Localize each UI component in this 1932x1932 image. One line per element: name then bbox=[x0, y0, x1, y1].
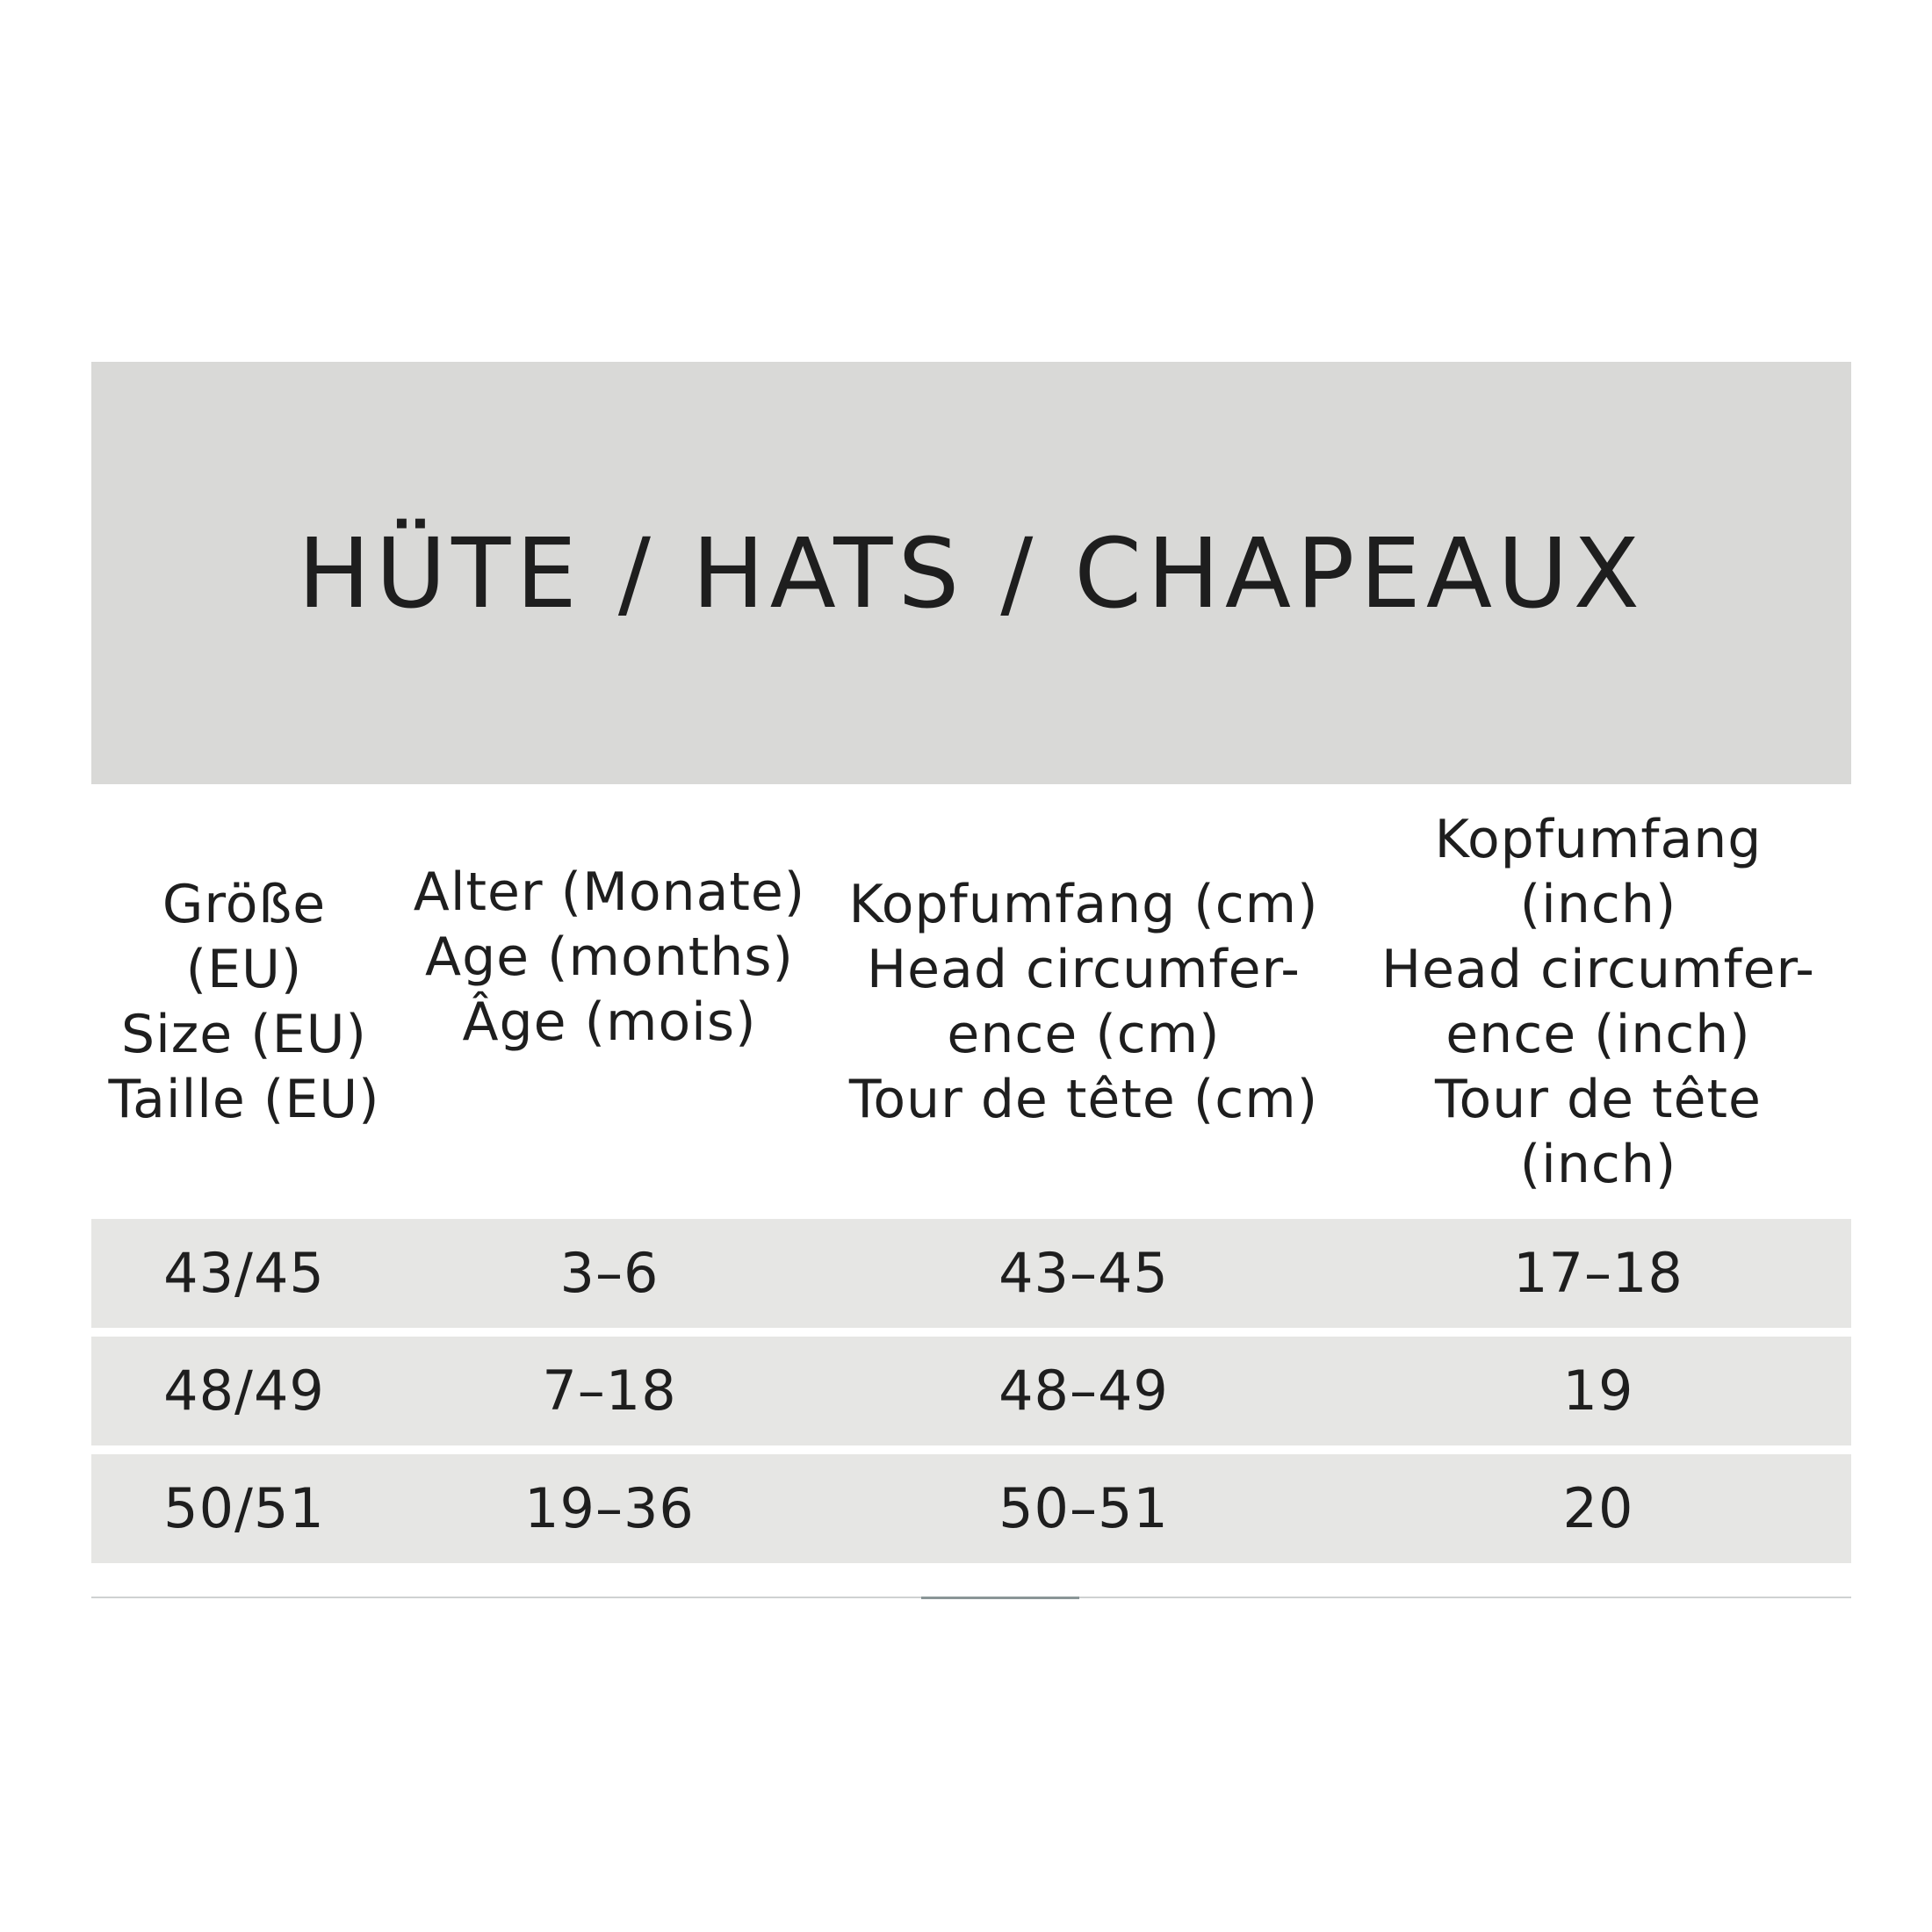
size-chart bbox=[91, 362, 1851, 1598]
cell-age: 3–6 bbox=[559, 1241, 660, 1305]
header-line: ence (inch) bbox=[1445, 1003, 1751, 1065]
header-head-inch bbox=[1345, 807, 1851, 1197]
cell-head-cm: 48–49 bbox=[998, 1359, 1169, 1423]
header-line: ence (cm) bbox=[947, 1003, 1221, 1065]
header-line: Age (months) bbox=[425, 926, 794, 988]
header-line: Tour de tête bbox=[1435, 1068, 1762, 1130]
divider-accent bbox=[921, 1597, 1079, 1599]
cell-head-inch: 17–18 bbox=[1513, 1241, 1683, 1305]
chart-title: HÜTE / HATS / CHAPEAUX bbox=[297, 516, 1646, 630]
header-line: Head circumfer- bbox=[1381, 938, 1815, 1000]
title-band bbox=[91, 362, 1851, 784]
cell-age: 7–18 bbox=[542, 1359, 677, 1423]
table-row bbox=[91, 1454, 1851, 1563]
header-line: Tour de tête (cm) bbox=[848, 1068, 1319, 1130]
header-line: Kopfumfang (cm) bbox=[848, 873, 1319, 935]
header-age bbox=[397, 860, 822, 1055]
cell-size: 48/49 bbox=[163, 1359, 325, 1423]
header-size bbox=[91, 872, 397, 1132]
header-row bbox=[91, 784, 1851, 1219]
cell-head-inch: 20 bbox=[1562, 1476, 1634, 1540]
header-line: Taille (EU) bbox=[108, 1068, 380, 1130]
bottom-divider bbox=[91, 1597, 1851, 1598]
table-row bbox=[91, 1219, 1851, 1328]
cell-head-cm: 43–45 bbox=[998, 1241, 1169, 1305]
header-line: Âge (mois) bbox=[462, 991, 757, 1053]
table-row bbox=[91, 1337, 1851, 1445]
cell-head-cm: 50–51 bbox=[998, 1476, 1169, 1540]
header-line: (EU) bbox=[185, 938, 303, 1000]
header-line: Size (EU) bbox=[121, 1003, 367, 1065]
header-line: (inch) bbox=[1519, 873, 1677, 935]
header-line: Alter (Monate) bbox=[413, 861, 806, 923]
header-line: Größe bbox=[162, 873, 327, 935]
cell-size: 50/51 bbox=[163, 1476, 325, 1540]
cell-head-inch: 19 bbox=[1562, 1359, 1634, 1423]
header-head-cm bbox=[822, 872, 1345, 1132]
header-line: Kopfumfang bbox=[1434, 808, 1763, 870]
header-line: (inch) bbox=[1519, 1133, 1677, 1195]
cell-age: 19–36 bbox=[524, 1476, 695, 1540]
cell-size: 43/45 bbox=[163, 1241, 325, 1305]
header-line: Head circumfer- bbox=[867, 938, 1301, 1000]
